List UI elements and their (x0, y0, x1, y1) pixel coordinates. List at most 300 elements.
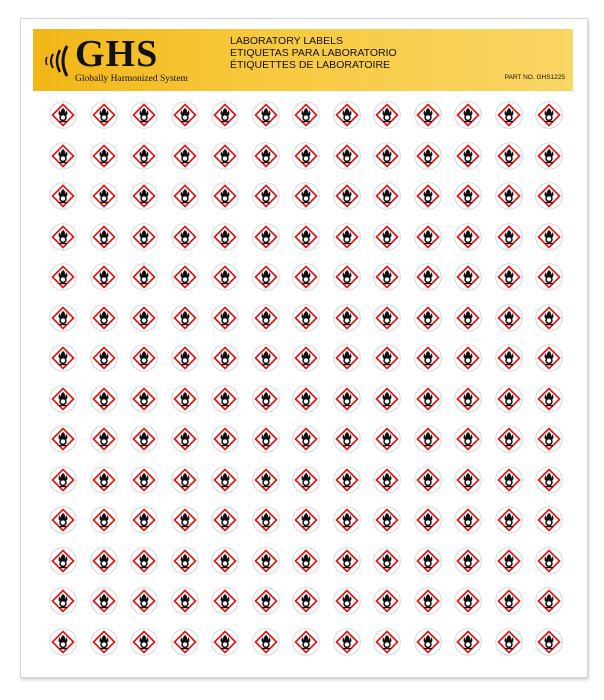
oxidizer-flame-over-circle-icon (495, 182, 523, 210)
hazard-label (246, 622, 287, 663)
oxidizer-flame-over-circle-icon (49, 101, 77, 129)
oxidizer-flame-over-circle-icon (171, 547, 199, 575)
oxidizer-flame-over-circle-icon (171, 182, 199, 210)
hazard-label (84, 176, 125, 217)
oxidizer-flame-over-circle-icon (130, 587, 158, 615)
hazard-label (43, 298, 84, 339)
hazard-label (367, 136, 408, 177)
hazard-label (205, 298, 246, 339)
oxidizer-flame-over-circle-icon (535, 263, 563, 291)
oxidizer-flame-over-circle-icon (495, 223, 523, 251)
hazard-label (246, 257, 287, 298)
hazard-label (367, 217, 408, 258)
oxidizer-flame-over-circle-icon (171, 142, 199, 170)
hazard-label (165, 622, 206, 663)
hazard-label (529, 136, 570, 177)
oxidizer-flame-over-circle-icon (211, 547, 239, 575)
hazard-label (286, 419, 327, 460)
oxidizer-flame-over-circle-icon (292, 182, 320, 210)
oxidizer-flame-over-circle-icon (414, 142, 442, 170)
hazard-label (84, 95, 125, 136)
oxidizer-flame-over-circle-icon (252, 344, 280, 372)
part-number: PART NO. GHS1225 (504, 74, 565, 81)
oxidizer-flame-over-circle-icon (333, 628, 361, 656)
hazard-label (246, 217, 287, 258)
oxidizer-flame-over-circle-icon (535, 101, 563, 129)
oxidizer-flame-over-circle-icon (454, 385, 482, 413)
oxidizer-flame-over-circle-icon (535, 223, 563, 251)
oxidizer-flame-over-circle-icon (130, 223, 158, 251)
hazard-label (489, 257, 530, 298)
hazard-label (165, 298, 206, 339)
oxidizer-flame-over-circle-icon (130, 344, 158, 372)
oxidizer-flame-over-circle-icon (373, 466, 401, 494)
oxidizer-flame-over-circle-icon (535, 587, 563, 615)
hazard-label (489, 419, 530, 460)
oxidizer-flame-over-circle-icon (211, 385, 239, 413)
hazard-label (246, 176, 287, 217)
hazard-label (327, 217, 368, 258)
hazard-label (124, 460, 165, 501)
hazard-label (84, 379, 125, 420)
hazard-label (205, 95, 246, 136)
hazard-label (246, 136, 287, 177)
hazard-label (327, 500, 368, 541)
hazard-label (367, 257, 408, 298)
hazard-label (489, 217, 530, 258)
oxidizer-flame-over-circle-icon (495, 547, 523, 575)
hazard-label (286, 338, 327, 379)
oxidizer-flame-over-circle-icon (373, 587, 401, 615)
oxidizer-flame-over-circle-icon (373, 304, 401, 332)
oxidizer-flame-over-circle-icon (495, 587, 523, 615)
hazard-label (43, 581, 84, 622)
oxidizer-flame-over-circle-icon (90, 466, 118, 494)
oxidizer-flame-over-circle-icon (211, 425, 239, 453)
hazard-label (448, 460, 489, 501)
oxidizer-flame-over-circle-icon (130, 547, 158, 575)
hazard-label (408, 298, 449, 339)
oxidizer-flame-over-circle-icon (373, 385, 401, 413)
oxidizer-flame-over-circle-icon (252, 142, 280, 170)
oxidizer-flame-over-circle-icon (90, 263, 118, 291)
oxidizer-flame-over-circle-icon (90, 142, 118, 170)
hazard-label (367, 622, 408, 663)
hazard-label (367, 176, 408, 217)
hazard-label (327, 298, 368, 339)
hazard-label (408, 95, 449, 136)
oxidizer-flame-over-circle-icon (90, 344, 118, 372)
oxidizer-flame-over-circle-icon (49, 344, 77, 372)
oxidizer-flame-over-circle-icon (211, 101, 239, 129)
hazard-label (43, 95, 84, 136)
oxidizer-flame-over-circle-icon (130, 425, 158, 453)
hazard-label (124, 95, 165, 136)
oxidizer-flame-over-circle-icon (373, 142, 401, 170)
title-english: LABORATORY LABELS (230, 35, 344, 47)
hazard-label (124, 581, 165, 622)
oxidizer-flame-over-circle-icon (454, 466, 482, 494)
hazard-label (84, 500, 125, 541)
hazard-label (246, 95, 287, 136)
oxidizer-flame-over-circle-icon (90, 628, 118, 656)
oxidizer-flame-over-circle-icon (171, 344, 199, 372)
hazard-label (84, 298, 125, 339)
hazard-label (367, 460, 408, 501)
hazard-label (205, 217, 246, 258)
hazard-label (408, 500, 449, 541)
hazard-label (43, 338, 84, 379)
oxidizer-flame-over-circle-icon (252, 385, 280, 413)
hazard-label (84, 338, 125, 379)
oxidizer-flame-over-circle-icon (130, 466, 158, 494)
hazard-label (165, 379, 206, 420)
oxidizer-flame-over-circle-icon (495, 466, 523, 494)
hazard-label (529, 581, 570, 622)
hazard-label (448, 298, 489, 339)
oxidizer-flame-over-circle-icon (535, 182, 563, 210)
oxidizer-flame-over-circle-icon (373, 344, 401, 372)
oxidizer-flame-over-circle-icon (211, 587, 239, 615)
logo-wordmark: GHS (75, 33, 159, 75)
oxidizer-flame-over-circle-icon (495, 506, 523, 534)
oxidizer-flame-over-circle-icon (292, 587, 320, 615)
hazard-label (327, 581, 368, 622)
hazard-label (124, 541, 165, 582)
hazard-label (165, 419, 206, 460)
hazard-label (246, 379, 287, 420)
title-french: ÉTIQUETTES DE LABORATOIRE (230, 59, 391, 71)
oxidizer-flame-over-circle-icon (414, 344, 442, 372)
oxidizer-flame-over-circle-icon (49, 587, 77, 615)
sound-wave-icon (41, 42, 71, 80)
hazard-label (448, 176, 489, 217)
oxidizer-flame-over-circle-icon (252, 223, 280, 251)
oxidizer-flame-over-circle-icon (49, 304, 77, 332)
oxidizer-flame-over-circle-icon (495, 344, 523, 372)
oxidizer-flame-over-circle-icon (333, 304, 361, 332)
hazard-label (205, 541, 246, 582)
hazard-label (408, 541, 449, 582)
hazard-label (84, 460, 125, 501)
oxidizer-flame-over-circle-icon (171, 385, 199, 413)
oxidizer-flame-over-circle-icon (535, 142, 563, 170)
hazard-label (286, 581, 327, 622)
oxidizer-flame-over-circle-icon (414, 506, 442, 534)
hazard-label (205, 379, 246, 420)
oxidizer-flame-over-circle-icon (90, 304, 118, 332)
hazard-label (448, 622, 489, 663)
hazard-label (367, 419, 408, 460)
oxidizer-flame-over-circle-icon (171, 506, 199, 534)
hazard-label (205, 257, 246, 298)
oxidizer-flame-over-circle-icon (414, 425, 442, 453)
oxidizer-flame-over-circle-icon (90, 506, 118, 534)
oxidizer-flame-over-circle-icon (130, 304, 158, 332)
oxidizer-flame-over-circle-icon (292, 223, 320, 251)
oxidizer-flame-over-circle-icon (211, 466, 239, 494)
hazard-label (489, 500, 530, 541)
oxidizer-flame-over-circle-icon (49, 466, 77, 494)
hazard-label (448, 419, 489, 460)
oxidizer-flame-over-circle-icon (171, 304, 199, 332)
oxidizer-flame-over-circle-icon (333, 466, 361, 494)
hazard-label (286, 460, 327, 501)
hazard-label (367, 338, 408, 379)
hazard-label (205, 460, 246, 501)
oxidizer-flame-over-circle-icon (454, 304, 482, 332)
hazard-label (43, 622, 84, 663)
oxidizer-flame-over-circle-icon (90, 425, 118, 453)
oxidizer-flame-over-circle-icon (535, 425, 563, 453)
logo-subtitle: Globally Harmonized System (75, 74, 188, 84)
hazard-label (489, 460, 530, 501)
hazard-label (286, 257, 327, 298)
oxidizer-flame-over-circle-icon (495, 263, 523, 291)
hazard-label (205, 136, 246, 177)
oxidizer-flame-over-circle-icon (292, 425, 320, 453)
oxidizer-flame-over-circle-icon (414, 101, 442, 129)
hazard-label (205, 338, 246, 379)
oxidizer-flame-over-circle-icon (130, 628, 158, 656)
hazard-label (327, 460, 368, 501)
hazard-label (43, 419, 84, 460)
hazard-label (246, 419, 287, 460)
oxidizer-flame-over-circle-icon (333, 182, 361, 210)
hazard-label (529, 500, 570, 541)
oxidizer-flame-over-circle-icon (414, 263, 442, 291)
oxidizer-flame-over-circle-icon (454, 344, 482, 372)
hazard-label (205, 419, 246, 460)
oxidizer-flame-over-circle-icon (292, 101, 320, 129)
hazard-label (408, 460, 449, 501)
hazard-label (529, 541, 570, 582)
hazard-label (124, 622, 165, 663)
hazard-label (448, 338, 489, 379)
hazard-label (489, 176, 530, 217)
hazard-label (84, 622, 125, 663)
hazard-label (367, 541, 408, 582)
hazard-label (367, 500, 408, 541)
oxidizer-flame-over-circle-icon (414, 628, 442, 656)
hazard-label (327, 541, 368, 582)
hazard-label (529, 257, 570, 298)
oxidizer-flame-over-circle-icon (454, 142, 482, 170)
hazard-label (286, 622, 327, 663)
oxidizer-flame-over-circle-icon (130, 142, 158, 170)
hazard-label (84, 541, 125, 582)
oxidizer-flame-over-circle-icon (49, 628, 77, 656)
oxidizer-flame-over-circle-icon (495, 425, 523, 453)
oxidizer-flame-over-circle-icon (454, 547, 482, 575)
oxidizer-flame-over-circle-icon (211, 304, 239, 332)
oxidizer-flame-over-circle-icon (454, 182, 482, 210)
oxidizer-flame-over-circle-icon (171, 101, 199, 129)
oxidizer-flame-over-circle-icon (252, 587, 280, 615)
hazard-label (286, 176, 327, 217)
oxidizer-flame-over-circle-icon (333, 385, 361, 413)
hazard-label (489, 541, 530, 582)
oxidizer-flame-over-circle-icon (171, 425, 199, 453)
hazard-label (448, 217, 489, 258)
oxidizer-flame-over-circle-icon (333, 344, 361, 372)
hazard-label (165, 581, 206, 622)
hazard-label (489, 379, 530, 420)
oxidizer-flame-over-circle-icon (414, 304, 442, 332)
hazard-label (529, 176, 570, 217)
hazard-label (286, 541, 327, 582)
hazard-label (448, 257, 489, 298)
oxidizer-flame-over-circle-icon (49, 182, 77, 210)
hazard-label (124, 176, 165, 217)
oxidizer-flame-over-circle-icon (454, 263, 482, 291)
oxidizer-flame-over-circle-icon (252, 425, 280, 453)
oxidizer-flame-over-circle-icon (414, 385, 442, 413)
hazard-label (124, 500, 165, 541)
hazard-label (367, 379, 408, 420)
oxidizer-flame-over-circle-icon (90, 385, 118, 413)
hazard-label (327, 257, 368, 298)
hazard-label (43, 541, 84, 582)
hazard-label (408, 257, 449, 298)
oxidizer-flame-over-circle-icon (292, 385, 320, 413)
oxidizer-flame-over-circle-icon (171, 263, 199, 291)
oxidizer-flame-over-circle-icon (454, 101, 482, 129)
hazard-label (84, 257, 125, 298)
hazard-label (529, 379, 570, 420)
hazard-label (124, 379, 165, 420)
oxidizer-flame-over-circle-icon (49, 385, 77, 413)
oxidizer-flame-over-circle-icon (373, 547, 401, 575)
oxidizer-flame-over-circle-icon (90, 223, 118, 251)
oxidizer-flame-over-circle-icon (414, 223, 442, 251)
oxidizer-flame-over-circle-icon (130, 101, 158, 129)
hazard-label (84, 419, 125, 460)
oxidizer-flame-over-circle-icon (454, 425, 482, 453)
oxidizer-flame-over-circle-icon (495, 628, 523, 656)
oxidizer-flame-over-circle-icon (90, 182, 118, 210)
oxidizer-flame-over-circle-icon (535, 628, 563, 656)
oxidizer-flame-over-circle-icon (49, 425, 77, 453)
oxidizer-flame-over-circle-icon (211, 182, 239, 210)
oxidizer-flame-over-circle-icon (535, 385, 563, 413)
hazard-label (43, 460, 84, 501)
hazard-label (489, 95, 530, 136)
hazard-label (489, 338, 530, 379)
oxidizer-flame-over-circle-icon (211, 263, 239, 291)
hazard-label (529, 217, 570, 258)
oxidizer-flame-over-circle-icon (373, 628, 401, 656)
oxidizer-flame-over-circle-icon (171, 223, 199, 251)
hazard-label (246, 460, 287, 501)
hazard-label (489, 581, 530, 622)
oxidizer-flame-over-circle-icon (495, 304, 523, 332)
hazard-label (529, 460, 570, 501)
oxidizer-flame-over-circle-icon (211, 506, 239, 534)
header-banner (33, 29, 573, 91)
hazard-label (246, 581, 287, 622)
oxidizer-flame-over-circle-icon (535, 547, 563, 575)
hazard-label (246, 541, 287, 582)
oxidizer-flame-over-circle-icon (130, 385, 158, 413)
oxidizer-flame-over-circle-icon (333, 547, 361, 575)
oxidizer-flame-over-circle-icon (130, 506, 158, 534)
hazard-label (327, 136, 368, 177)
hazard-label (327, 622, 368, 663)
oxidizer-flame-over-circle-icon (292, 547, 320, 575)
hazard-label (489, 298, 530, 339)
oxidizer-flame-over-circle-icon (414, 547, 442, 575)
oxidizer-flame-over-circle-icon (333, 425, 361, 453)
hazard-label (408, 581, 449, 622)
oxidizer-flame-over-circle-icon (49, 223, 77, 251)
hazard-label (448, 379, 489, 420)
oxidizer-flame-over-circle-icon (292, 506, 320, 534)
hazard-label (43, 257, 84, 298)
oxidizer-flame-over-circle-icon (535, 304, 563, 332)
oxidizer-flame-over-circle-icon (292, 344, 320, 372)
oxidizer-flame-over-circle-icon (333, 223, 361, 251)
oxidizer-flame-over-circle-icon (454, 587, 482, 615)
hazard-label (327, 338, 368, 379)
title-spanish: ETIQUETAS PARA LABORATORIO (230, 47, 397, 59)
oxidizer-flame-over-circle-icon (252, 101, 280, 129)
oxidizer-flame-over-circle-icon (333, 101, 361, 129)
hazard-label (529, 95, 570, 136)
oxidizer-flame-over-circle-icon (211, 142, 239, 170)
hazard-label (165, 257, 206, 298)
oxidizer-flame-over-circle-icon (495, 101, 523, 129)
oxidizer-flame-over-circle-icon (171, 466, 199, 494)
hazard-label (124, 257, 165, 298)
hazard-label (205, 176, 246, 217)
hazard-label (205, 622, 246, 663)
oxidizer-flame-over-circle-icon (292, 466, 320, 494)
oxidizer-flame-over-circle-icon (211, 628, 239, 656)
oxidizer-flame-over-circle-icon (252, 547, 280, 575)
oxidizer-flame-over-circle-icon (252, 466, 280, 494)
hazard-label (367, 581, 408, 622)
hazard-label (165, 136, 206, 177)
hazard-label (327, 95, 368, 136)
oxidizer-flame-over-circle-icon (252, 506, 280, 534)
hazard-label (124, 338, 165, 379)
hazard-label (529, 622, 570, 663)
oxidizer-flame-over-circle-icon (90, 547, 118, 575)
hazard-label (286, 379, 327, 420)
hazard-label (327, 419, 368, 460)
hazard-label (489, 622, 530, 663)
oxidizer-flame-over-circle-icon (373, 506, 401, 534)
hazard-label (448, 541, 489, 582)
oxidizer-flame-over-circle-icon (535, 344, 563, 372)
oxidizer-flame-over-circle-icon (373, 101, 401, 129)
oxidizer-flame-over-circle-icon (454, 506, 482, 534)
oxidizer-flame-over-circle-icon (49, 263, 77, 291)
hazard-label (327, 176, 368, 217)
oxidizer-flame-over-circle-icon (373, 223, 401, 251)
hazard-label (408, 379, 449, 420)
oxidizer-flame-over-circle-icon (171, 628, 199, 656)
oxidizer-flame-over-circle-icon (373, 425, 401, 453)
hazard-label (327, 379, 368, 420)
oxidizer-flame-over-circle-icon (454, 628, 482, 656)
hazard-label (165, 541, 206, 582)
hazard-label (124, 136, 165, 177)
oxidizer-flame-over-circle-icon (333, 587, 361, 615)
label-sheet (20, 18, 588, 678)
oxidizer-flame-over-circle-icon (211, 344, 239, 372)
